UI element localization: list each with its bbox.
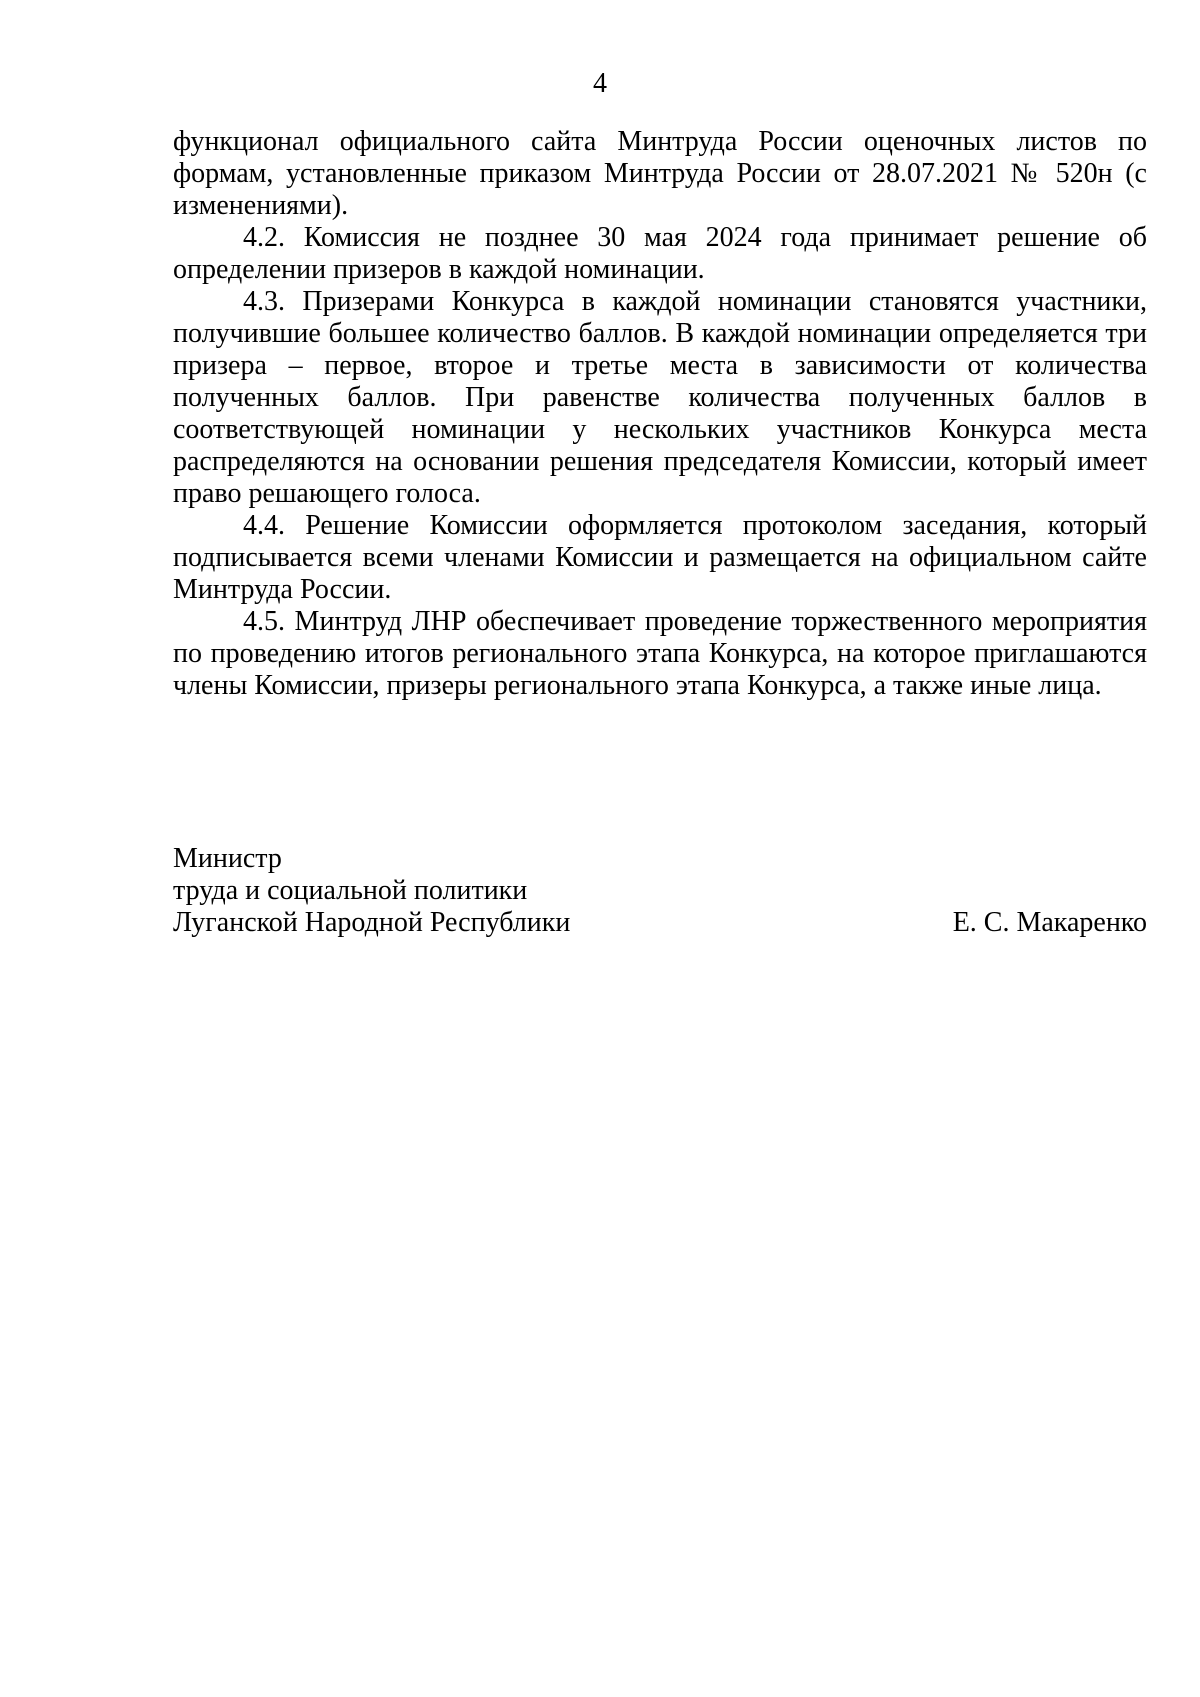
page-number: 4 [593,68,607,99]
paragraph-continuation: функционал официального сайта Минтруда России оценочных листов по формам, установленные приказом Минтруда России от 28.07.2021 № 520н (с изменениями). [173,126,1147,221]
paragraph-4-4: 4.4. Решение Комиссии оформляется протоколом заседания, который подписывается всеми членами Комиссии и размещается на официальном сайте Минтруда России. [173,510,1147,605]
signatory-name: Е. С. Макаренко [952,907,1147,938]
document-body [173,126,1147,702]
signature-block [173,843,1147,939]
signatory-title-line-1: Министр [173,843,282,874]
paragraph-4-2: 4.2. Комиссия не позднее 30 мая 2024 года принимает решение об определении призеров в каждой номинации. [173,222,1147,285]
signatory-title-line-3: Луганской Народной Республики [173,907,571,938]
paragraph-4-3: 4.3. Призерами Конкурса в каждой номинации становятся участники, получившие большее количество баллов. В каждой номинации определяется три призера – первое, второе и третье места в зависимости от количества полученных баллов. При равенстве количества полученных баллов в соответствующей номинации у нескольких участников Конкурса места распределяются на основании решения председателя Комиссии, который имеет право решающего голоса. [173,286,1147,509]
paragraph-4-5: 4.5. Минтруд ЛНР обеспечивает проведение торжественного мероприятия по проведению итогов регионального этапа Конкурса, на которое приглашаются члены Комиссии, призеры регионального этапа Конкурса, а также иные лица. [173,606,1147,701]
signatory-final-line [173,907,1147,939]
signatory-title-line-2: труда и социальной политики [173,875,528,906]
